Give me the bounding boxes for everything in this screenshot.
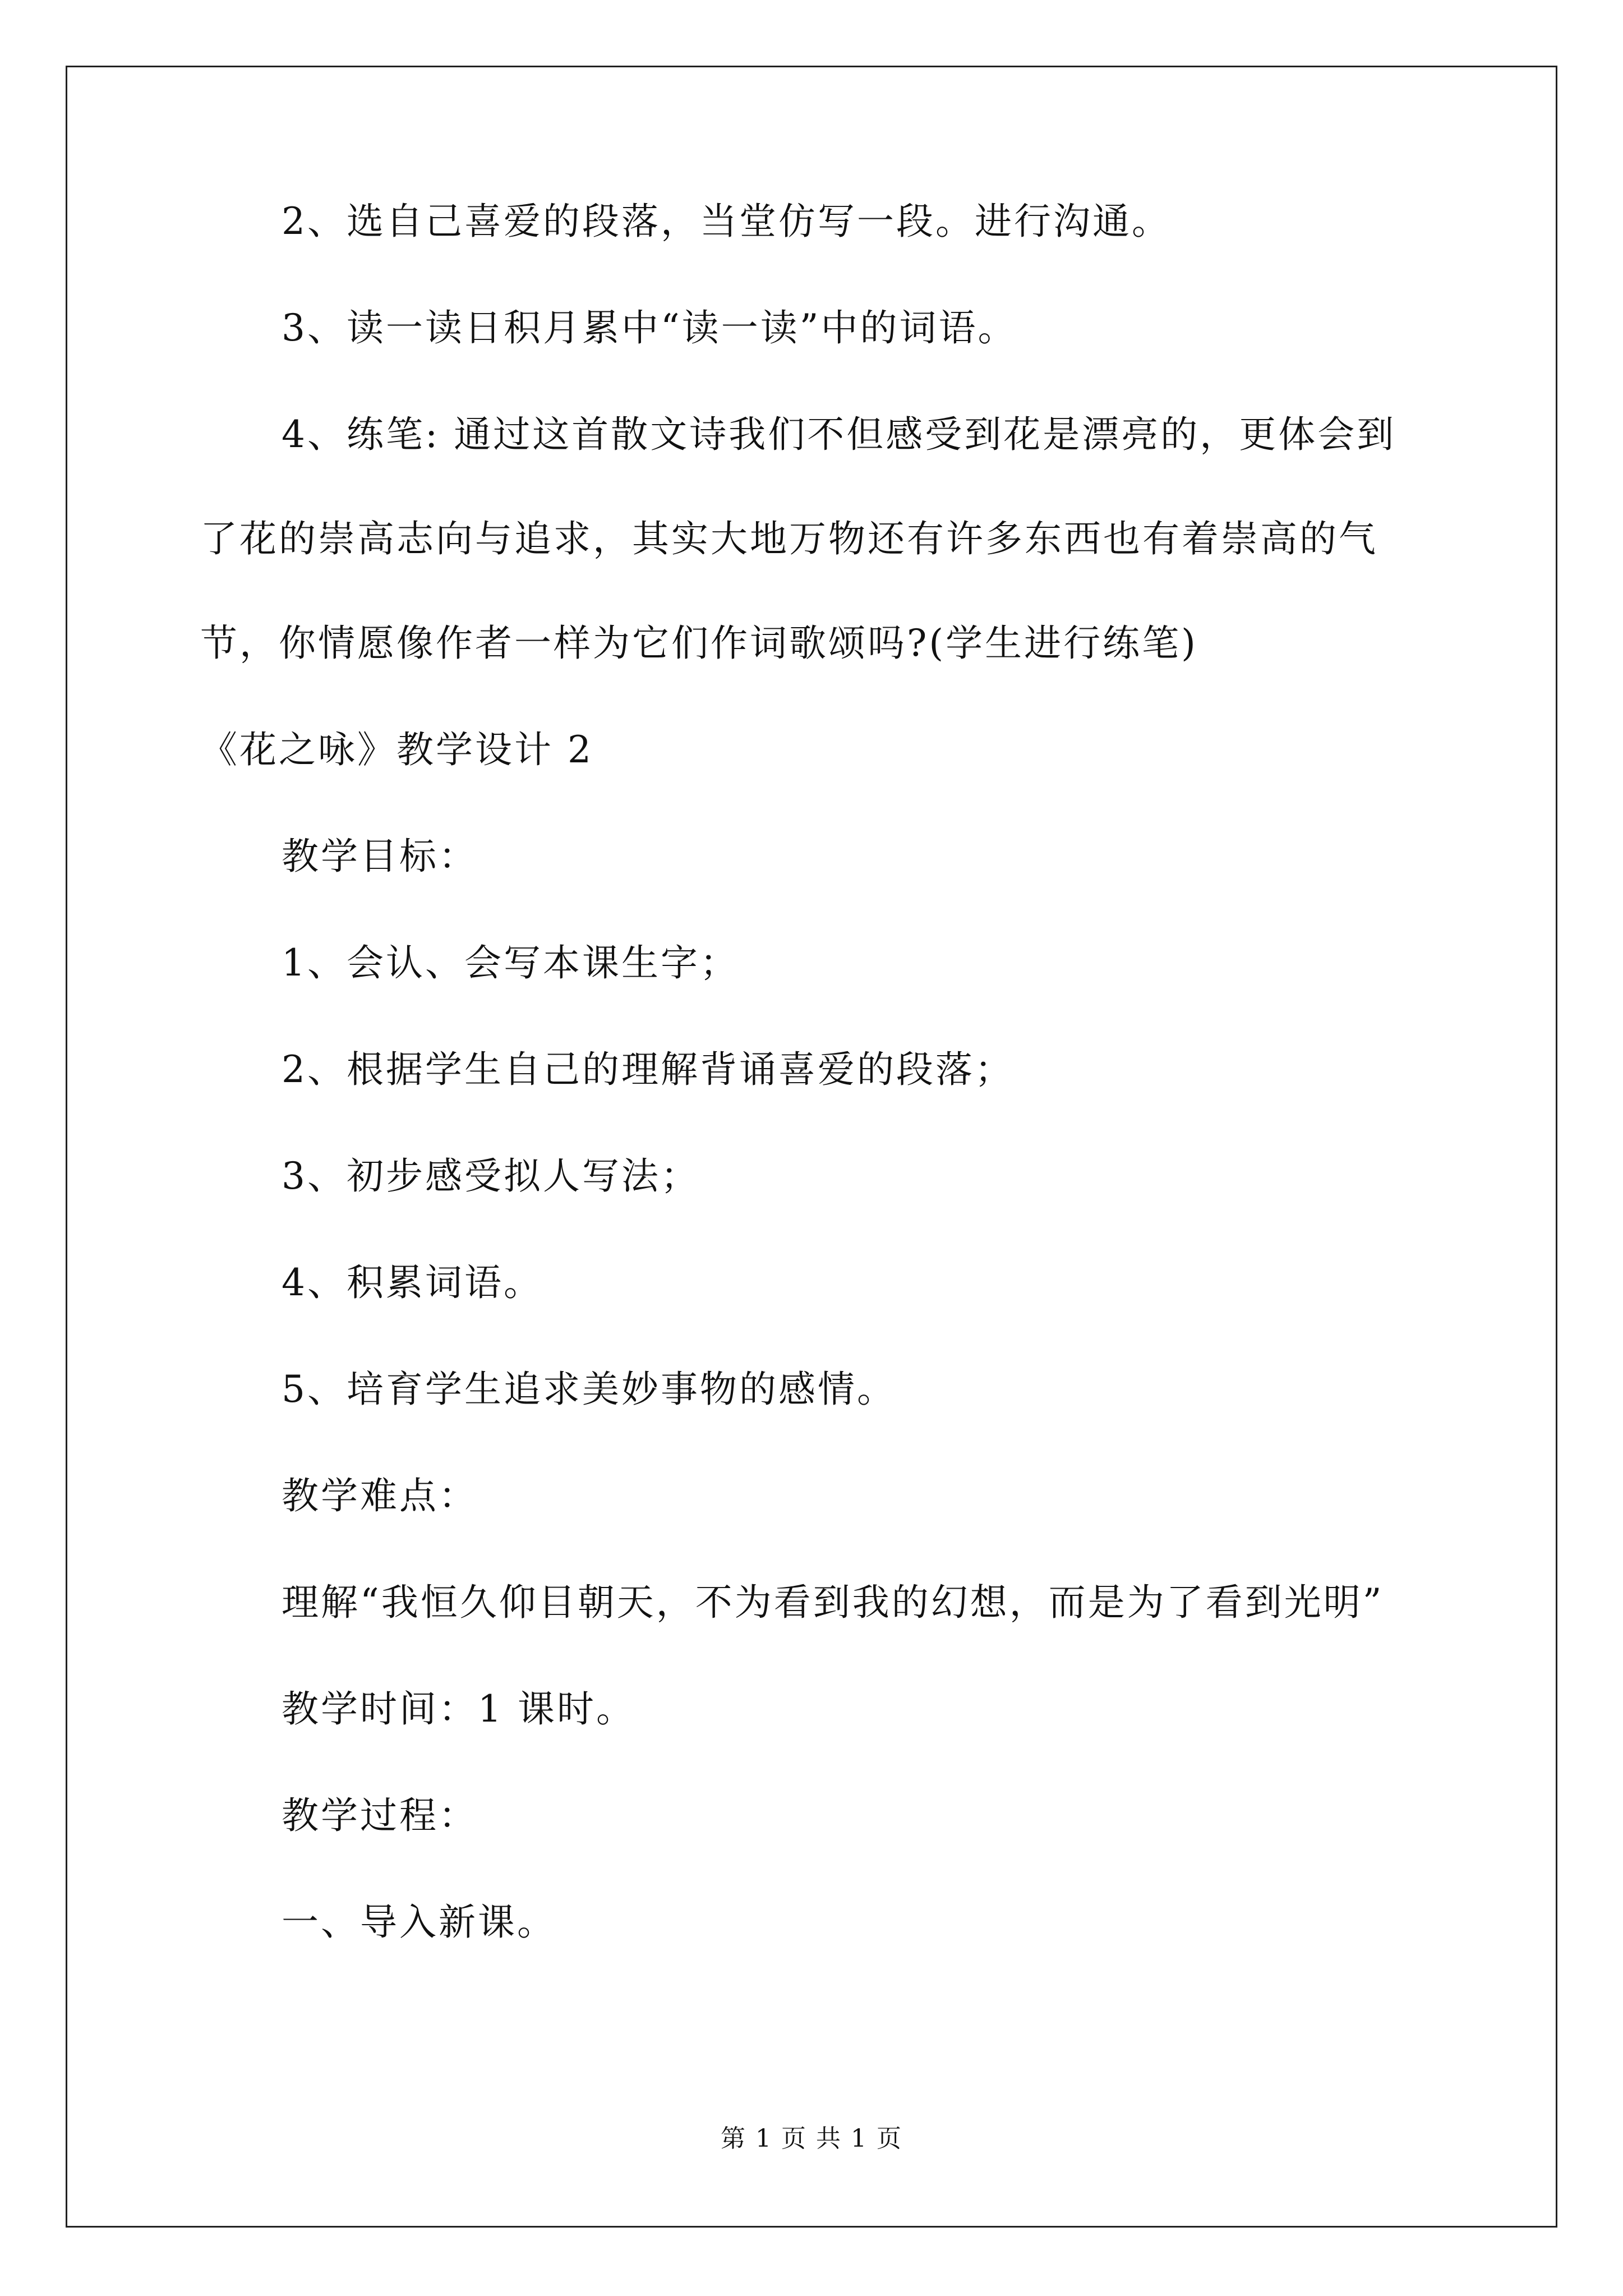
teaching-time: 教学时间：1 课时。 [282,1687,635,1731]
section-title: 《花之咏》教学设计 2 [200,728,593,771]
goal-item-1: 1、会认、会写本课生字； [282,941,739,984]
goal-item-3: 3、初步感受拟人写法； [282,1154,700,1198]
difficulty-text: 理解“我恒久仰目朝天，不为看到我的幻想，而是为了看到光明” [282,1581,1384,1624]
heading-teaching-goals: 教学目标： [282,835,478,878]
process-step-1: 一、导入新课。 [282,1901,556,1944]
paragraph-item-2: 2、选自己喜爱的段落，当堂仿写一段。进行沟通。 [282,200,1171,243]
heading-teaching-difficulty: 教学难点： [282,1474,478,1517]
paragraph-item-4-line-1: 4、练笔: 通过这首散文诗我们不但感受到花是漂亮的，更体会到 [282,413,1396,456]
paragraph-item-4-line-3: 节，你情愿像作者一样为它们作词歌颂吗?(学生进行练笔) [200,622,1198,665]
goal-item-4: 4、积累词语。 [282,1261,543,1304]
heading-teaching-process: 教学过程： [282,1794,478,1837]
paragraph-item-4-line-2: 了花的崇高志向与追求，其实大地万物还有许多东西也有着崇高的气 [200,517,1378,560]
paragraph-item-3: 3、读一读日积月累中“读一读”中的词语。 [282,306,1017,349]
document-body [200,202,1434,2009]
goal-item-5: 5、培育学生追求美妙事物的感情。 [282,1368,896,1411]
goal-item-2: 2、根据学生自己的理解背诵喜爱的段落； [282,1048,1014,1091]
page-footer: 第 1 页 共 1 页 [721,2124,902,2153]
